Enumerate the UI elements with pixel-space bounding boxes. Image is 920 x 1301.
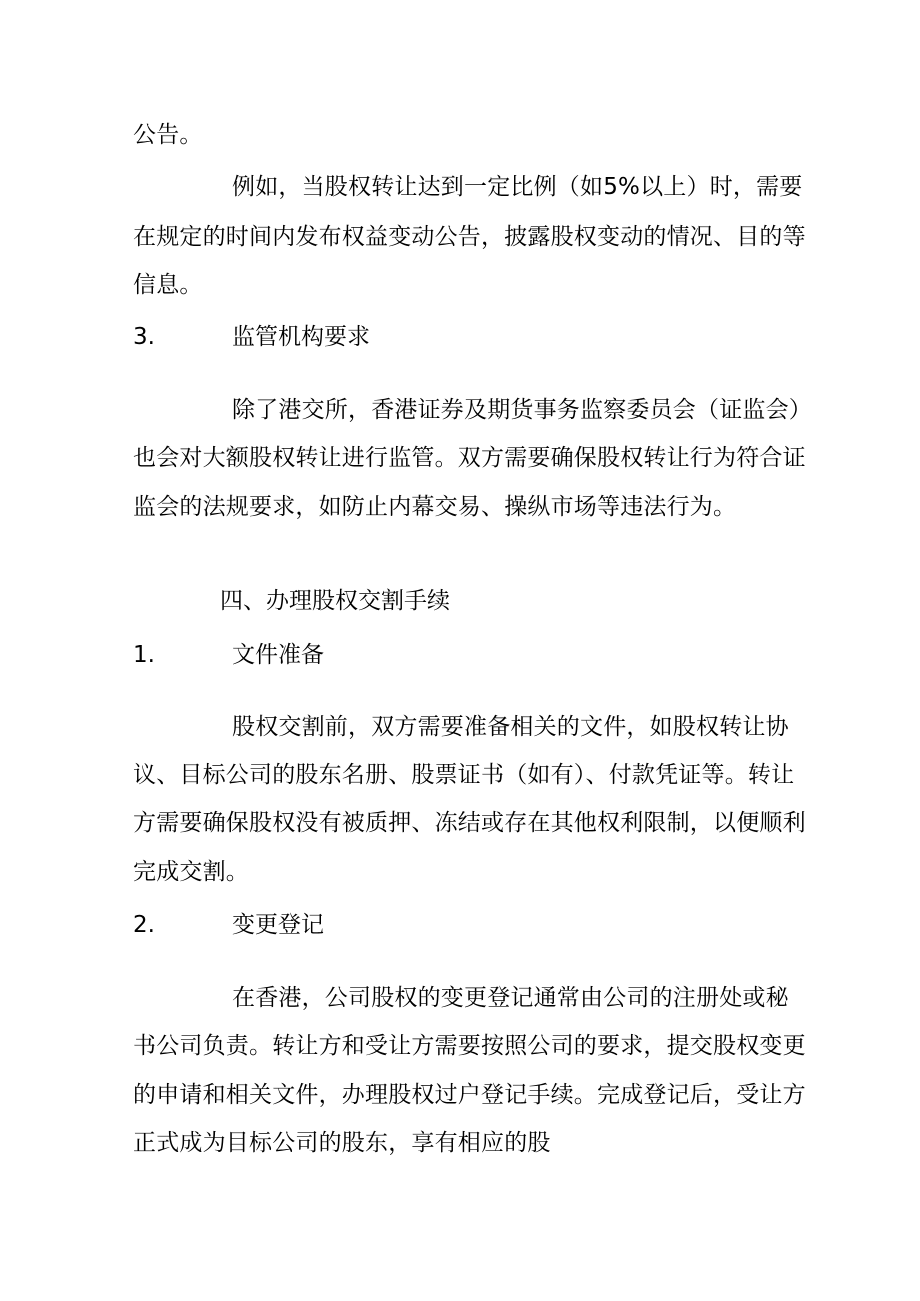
paragraph-line: 信息。: [133, 272, 203, 298]
section-title: 监管机构要求: [232, 324, 370, 350]
paragraph-line: 正式成为目标公司的股东，享有相应的股: [133, 1130, 551, 1156]
paragraph-line: 的申请和相关文件，办理股权过户登记手续。完成登记后，受让方: [133, 1082, 806, 1108]
major-heading: 四、办理股权交割手续: [220, 588, 450, 614]
paragraph-line: 方需要确保股权没有被质押、冻结或存在其他权利限制，以便顺利: [133, 810, 806, 836]
paragraph-line: 也会对大额股权转让进行监管。双方需要确保股权转让行为符合证: [133, 445, 806, 471]
paragraph-line: 书公司负责。转让方和受让方需要按照公司的要求，提交股权变更: [133, 1033, 806, 1059]
paragraph-line: 在香港，公司股权的变更登记通常由公司的注册处或秘: [232, 985, 789, 1011]
paragraph-line: 例如，当股权转让达到一定比例（如5%以上）时，需要: [232, 174, 803, 200]
section-title: 变更登记: [232, 912, 324, 938]
paragraph-line: 除了港交所，香港证券及期货事务监察委员会（证监会）: [232, 397, 812, 423]
paragraph-line: 监会的法规要求，如防止内幕交易、操纵市场等违法行为。: [133, 494, 737, 520]
section-number: 1.: [133, 642, 155, 668]
section-title: 文件准备: [232, 642, 324, 668]
section-number: 2.: [133, 912, 155, 938]
paragraph-line: 在规定的时间内发布权益变动公告，披露股权变动的情况、目的等: [133, 224, 806, 250]
paragraph-line: 股权交割前，双方需要准备相关的文件，如股权转让协: [232, 714, 789, 740]
paragraph-line: 议、目标公司的股东名册、股票证书（如有）、付款凭证等。转让: [133, 762, 795, 788]
paragraph-line: 公告。: [133, 122, 203, 148]
section-number: 3.: [133, 324, 155, 350]
paragraph-line: 完成交割。: [133, 859, 249, 885]
